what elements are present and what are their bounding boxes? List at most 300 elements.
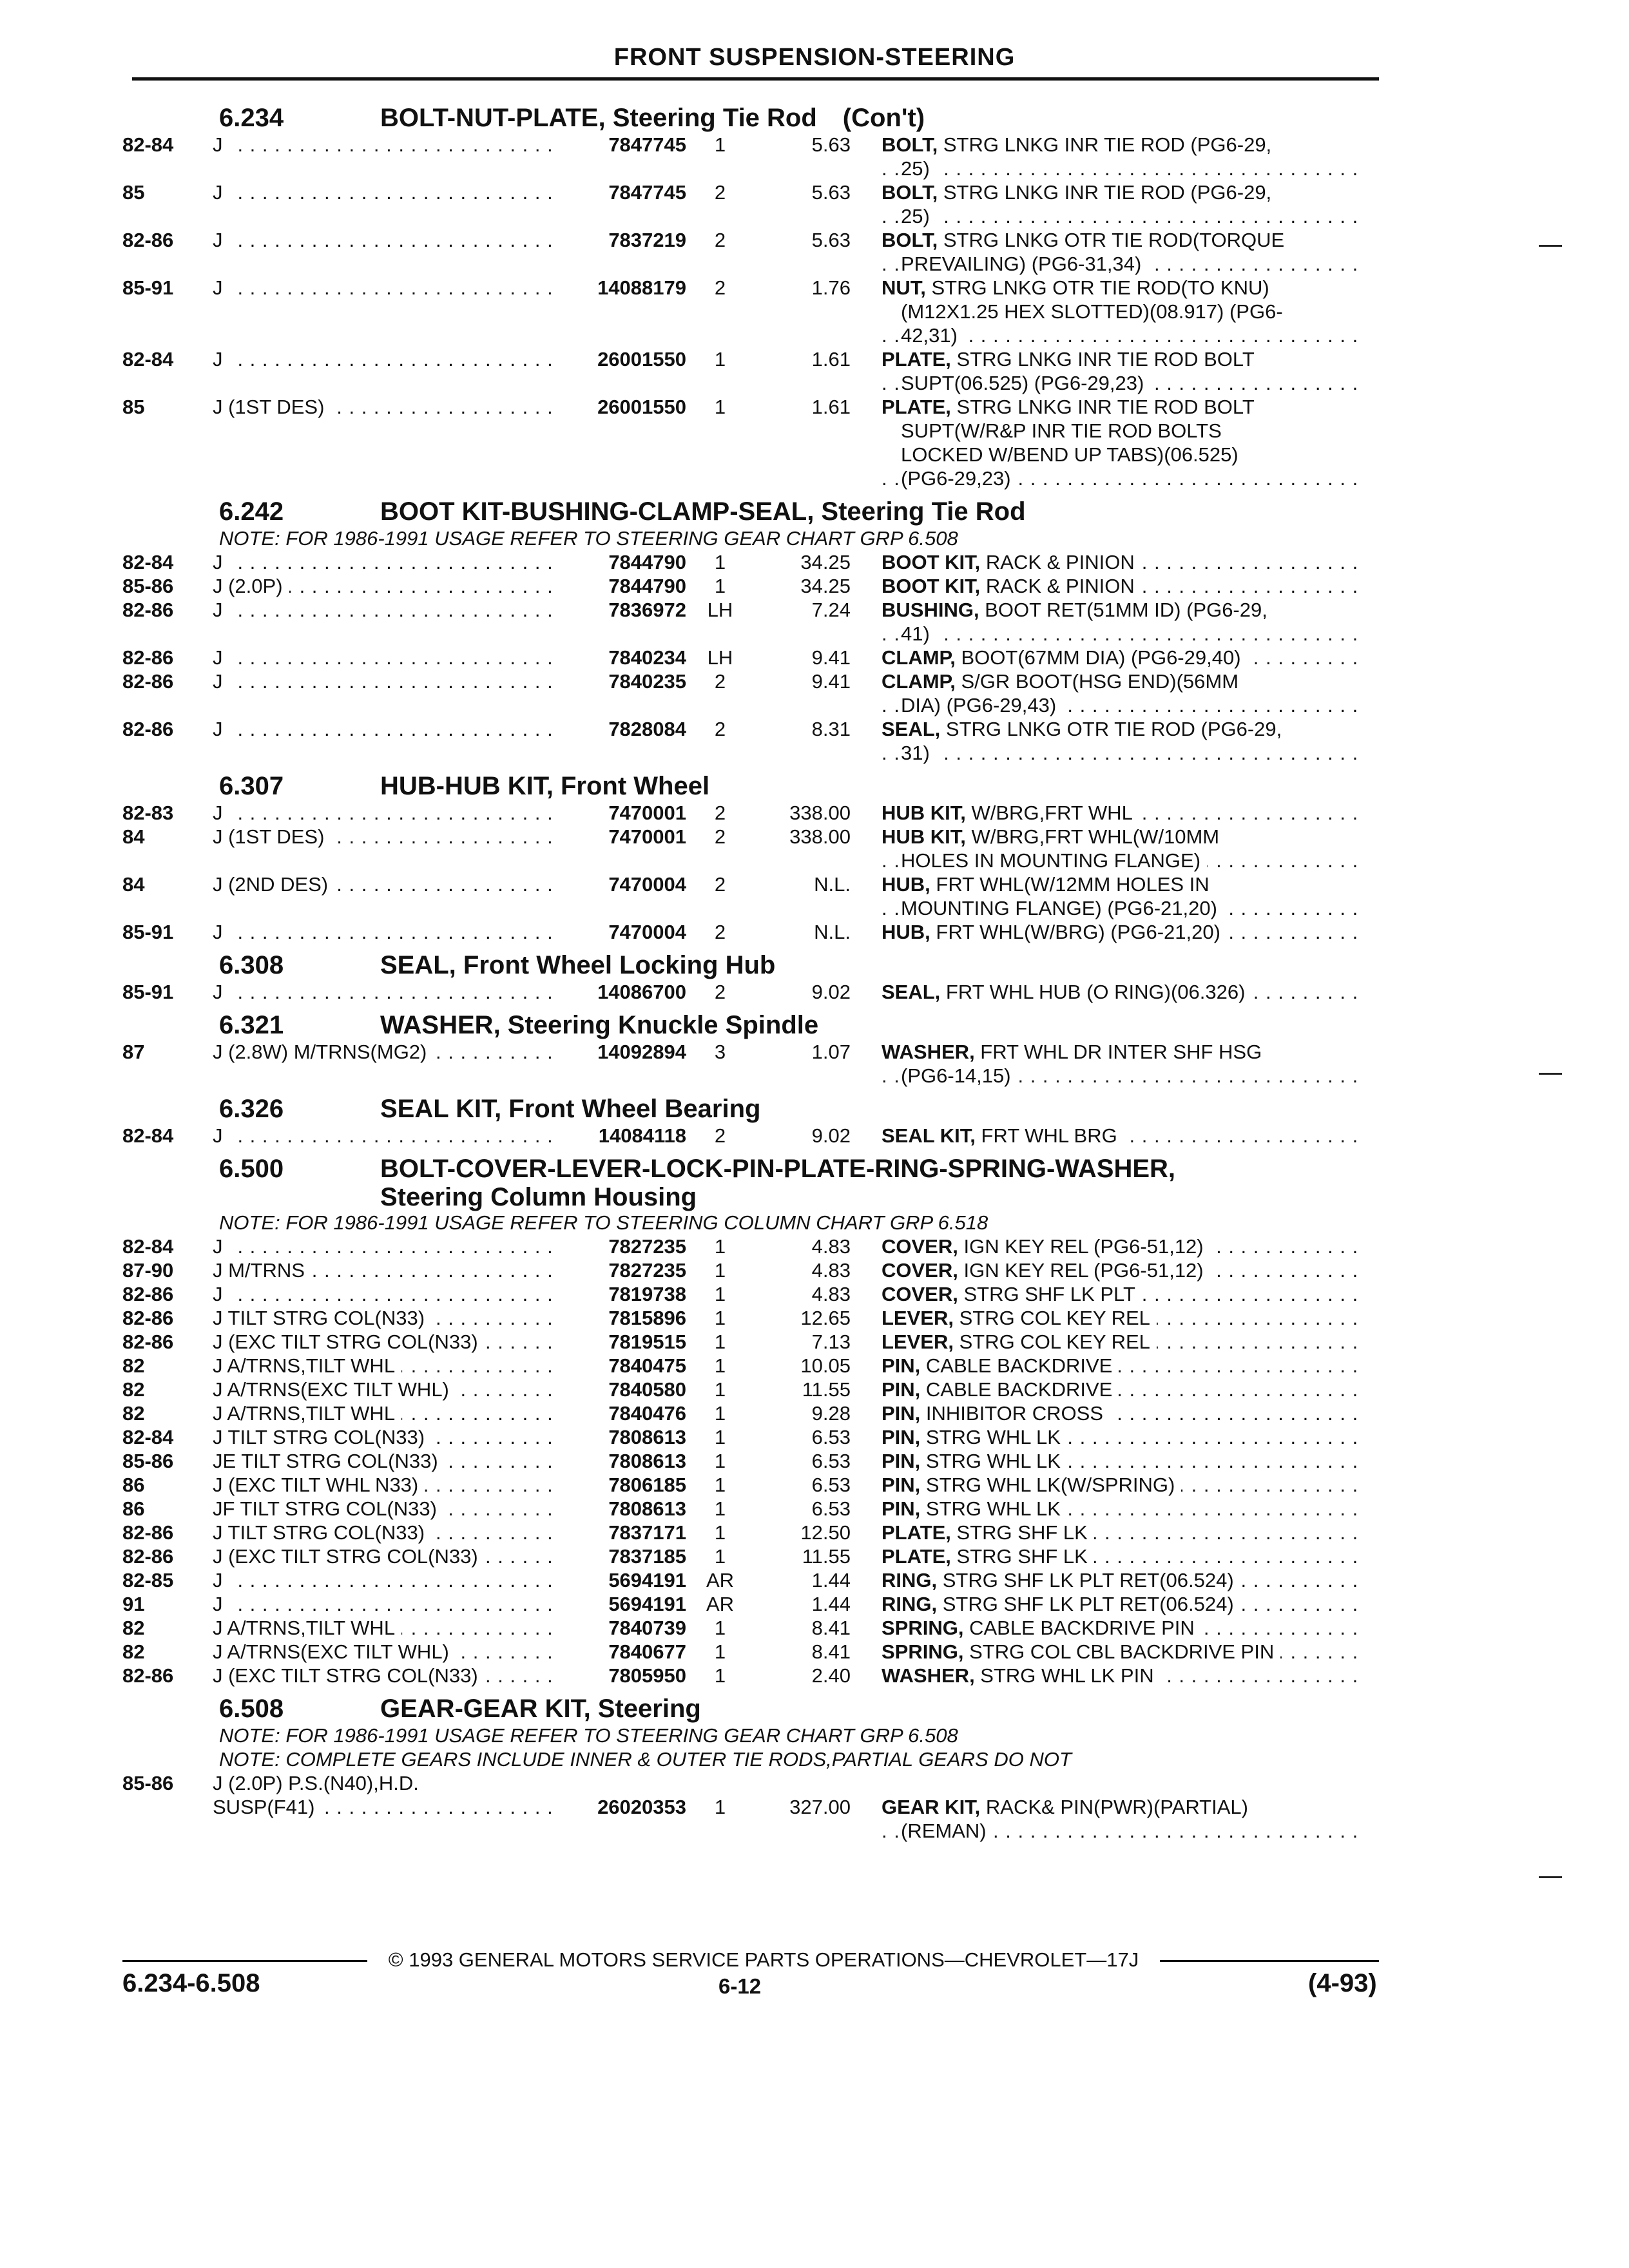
- part-detail: FRT WHL DR INTER SHF HSG: [974, 1041, 1262, 1063]
- part-row: [122, 1544, 1398, 1568]
- description-text: [882, 1354, 1119, 1377]
- description-text: [882, 1041, 1268, 1063]
- part-detail: STRG SHF LK PLT: [958, 1283, 1135, 1305]
- model-years: 87-90: [122, 1259, 174, 1282]
- usage-cell: [213, 920, 554, 944]
- usage-cell: [213, 1449, 554, 1473]
- part-number: 7844790: [608, 551, 686, 573]
- price: 6.53: [811, 1426, 851, 1448]
- part-number: 7836972: [608, 599, 686, 621]
- part-number: 14086700: [597, 981, 686, 1003]
- part-detail: STRG WHL LK(W/SPRING): [920, 1474, 1175, 1496]
- group-heading: [122, 771, 1398, 801]
- part-detail: W/BRG,FRT WHL: [965, 802, 1133, 824]
- part-row: [122, 1401, 1398, 1425]
- description-line: [882, 1124, 1365, 1148]
- usage-cell: [213, 1124, 554, 1148]
- group-heading: [122, 103, 1398, 133]
- usage-text: J (2.8W) M/TRNS(MG2): [213, 1041, 433, 1063]
- price: 1.76: [811, 276, 851, 299]
- part-row: [122, 133, 1398, 180]
- part-row: [122, 1124, 1398, 1148]
- part-row: [122, 228, 1398, 276]
- model-years: 84: [122, 825, 145, 848]
- part-detail: HOLES IN MOUNTING FLANGE): [901, 849, 1201, 872]
- price: 1.07: [811, 1041, 851, 1063]
- description-text: [882, 873, 1216, 896]
- description: [882, 1640, 1365, 1664]
- quantity: 1: [714, 1331, 726, 1353]
- description-line: [882, 849, 1365, 872]
- usage-text: J (2ND DES): [213, 873, 334, 896]
- part-name: COVER,: [882, 1259, 958, 1282]
- description: [882, 228, 1365, 276]
- part-row: [122, 395, 1398, 490]
- quantity: 1: [714, 396, 726, 418]
- part-row: [122, 872, 1398, 920]
- description: [882, 1521, 1365, 1544]
- model-years: 82: [122, 1378, 145, 1401]
- description-line: [882, 896, 1365, 920]
- description: [882, 980, 1365, 1004]
- usage-text: J: [213, 276, 229, 299]
- part-number: 7840677: [608, 1640, 686, 1663]
- part-detail: STRG LNKG OTR TIE ROD(TO KNU): [925, 276, 1269, 299]
- price: 6.53: [811, 1450, 851, 1472]
- model-years: 82-86: [122, 670, 174, 693]
- part-detail: 41): [901, 622, 930, 645]
- usage-cell: [213, 180, 554, 204]
- part-number: 7837171: [608, 1521, 686, 1544]
- group-number: 6.242: [219, 497, 284, 526]
- description-line: [882, 204, 1365, 228]
- description-text: [882, 1474, 1181, 1496]
- description-line: [882, 1282, 1365, 1306]
- part-detail: (PG6-29,23): [901, 467, 1011, 490]
- part-detail: S/GR BOOT(HSG END)(56MM: [955, 670, 1239, 693]
- part-detail: CABLE BACKDRIVE PIN: [963, 1617, 1195, 1639]
- description: [882, 1473, 1365, 1497]
- part-number: 7470004: [608, 921, 686, 943]
- usage-cell: [213, 550, 554, 574]
- part-row: [122, 1640, 1398, 1664]
- price: 5.63: [811, 181, 851, 204]
- parts-list: [122, 97, 1398, 1843]
- description-line: [882, 622, 1365, 646]
- description-line: [882, 574, 1365, 598]
- model-years: 85-86: [122, 575, 174, 597]
- group-title: BOOT KIT-BUSHING-CLAMP-SEAL, Steering Tie Rod: [380, 497, 1026, 526]
- description: [882, 347, 1365, 395]
- description-text: [882, 1450, 1067, 1472]
- description: [882, 1497, 1365, 1521]
- description: [882, 1282, 1365, 1306]
- footer-page-number: 6-12: [718, 1974, 762, 1998]
- description: [882, 180, 1365, 228]
- quantity: 1: [714, 1259, 726, 1282]
- usage-cell: [213, 1771, 554, 1795]
- quantity: AR: [706, 1569, 735, 1591]
- description-line: [882, 419, 1365, 443]
- description-line: [882, 980, 1365, 1004]
- part-row: [122, 1378, 1398, 1401]
- part-row: [122, 1306, 1398, 1330]
- part-name: HUB KIT,: [882, 825, 966, 848]
- description-text: [882, 1402, 1110, 1425]
- quantity: AR: [706, 1593, 735, 1615]
- part-name: CLAMP,: [882, 670, 956, 693]
- part-name: PIN,: [882, 1497, 921, 1520]
- usage-cell: [213, 1401, 554, 1425]
- usage-text: J: [213, 981, 229, 1003]
- description: [882, 1258, 1365, 1282]
- part-number: 7840739: [608, 1617, 686, 1639]
- description-text: [882, 1521, 1094, 1544]
- description-line: [882, 1664, 1365, 1687]
- description: [882, 1354, 1365, 1378]
- usage-note: NOTE: FOR 1986-1991 USAGE REFER TO STEERING GEAR CHART GRP 6.508: [219, 527, 958, 550]
- part-number: 14088179: [597, 276, 686, 299]
- part-detail: INHIBITOR CROSS: [920, 1402, 1103, 1425]
- model-years: 82-86: [122, 1283, 174, 1305]
- model-years: 82-84: [122, 1426, 174, 1448]
- description: [882, 1306, 1365, 1330]
- price: 5.63: [811, 133, 851, 156]
- usage-note: NOTE: FOR 1986-1991 USAGE REFER TO STEERING COLUMN CHART GRP 6.518: [219, 1211, 988, 1234]
- group-heading: [122, 950, 1398, 980]
- usage-text: J A/TRNS(EXC TILT WHL): [213, 1378, 456, 1401]
- part-detail: 42,31): [901, 324, 958, 347]
- description-line: [882, 252, 1365, 276]
- usage-text: J (EXC TILT STRG COL(N33): [213, 1664, 485, 1687]
- quantity: 2: [714, 802, 726, 824]
- price: 1.61: [811, 396, 851, 418]
- usage-cell: [213, 1040, 554, 1064]
- description-text: [882, 921, 1227, 943]
- part-row: [122, 1449, 1398, 1473]
- usage-cell: [213, 1330, 554, 1354]
- part-name: SEAL KIT,: [882, 1124, 976, 1147]
- price: 6.53: [811, 1497, 851, 1520]
- description-text: [882, 1307, 1157, 1329]
- description: [882, 801, 1365, 825]
- price: 1.44: [811, 1593, 851, 1615]
- model-years: 85-91: [122, 981, 174, 1003]
- usage-cell: [213, 1282, 554, 1306]
- usage-cell: [213, 669, 554, 693]
- part-detail: DIA) (PG6-29,43): [901, 694, 1057, 716]
- part-row: [122, 1235, 1398, 1258]
- footer-copyright: © 1993 GENERAL MOTORS SERVICE PARTS OPERATIONS—CHEVROLET—17J: [367, 1948, 1160, 1972]
- model-years: 82-86: [122, 1521, 174, 1544]
- description: [882, 276, 1365, 347]
- quantity: 1: [714, 551, 726, 573]
- usage-text: J: [213, 802, 229, 824]
- price: 10.05: [800, 1354, 851, 1377]
- usage-note: NOTE: COMPLETE GEARS INCLUDE INNER & OUTER TIE RODS,PARTIAL GEARS DO NOT: [219, 1748, 1072, 1771]
- description-text: [882, 396, 1261, 418]
- part-number: 7840235: [608, 670, 686, 693]
- description-line: [882, 1449, 1365, 1473]
- part-number: 7840475: [608, 1354, 686, 1377]
- part-row: [122, 920, 1398, 944]
- price: 6.53: [811, 1474, 851, 1496]
- description-text: [882, 551, 1141, 573]
- part-name: HUB,: [882, 873, 930, 896]
- description: [882, 1795, 1365, 1843]
- usage-text: J: [213, 181, 229, 204]
- usage-cell: [213, 133, 554, 157]
- description-line: [882, 395, 1365, 419]
- part-row: [122, 980, 1398, 1004]
- description-line: [882, 801, 1365, 825]
- price: 9.41: [811, 646, 851, 669]
- part-name: SEAL,: [882, 718, 941, 740]
- usage-text: SUSP(F41): [213, 1796, 321, 1818]
- part-detail: STRG COL KEY REL: [953, 1331, 1150, 1353]
- part-row: [122, 825, 1398, 872]
- description-line: [882, 1330, 1365, 1354]
- part-number: 7847745: [608, 133, 686, 156]
- usage-text: J TILT STRG COL(N33): [213, 1307, 431, 1329]
- description-line: [882, 550, 1365, 574]
- usage-cell: [213, 395, 554, 419]
- description-line: [882, 1616, 1365, 1640]
- quantity: 1: [714, 1545, 726, 1568]
- group-heading: [122, 1010, 1398, 1040]
- usage-cell: [213, 1258, 554, 1282]
- part-detail: FRT WHL(W/12MM HOLES IN: [930, 873, 1210, 896]
- group-title: BOLT-COVER-LEVER-LOCK-PIN-PLATE-RING-SPRING-WASHER,: [380, 1155, 1176, 1183]
- quantity: 1: [714, 1521, 726, 1544]
- part-row: [122, 1592, 1398, 1616]
- model-years: 82-86: [122, 1307, 174, 1329]
- quantity: 1: [714, 1354, 726, 1377]
- usage-cell: [213, 1795, 554, 1819]
- part-detail: STRG COL CBL BACKDRIVE PIN: [963, 1640, 1275, 1663]
- group-title: WASHER, Steering Knuckle Spindle: [380, 1011, 819, 1039]
- description-text: [882, 825, 1226, 848]
- usage-text: J: [213, 551, 229, 573]
- model-years: 82-85: [122, 1569, 174, 1591]
- price: 8.41: [811, 1617, 851, 1639]
- usage-cell: [213, 1592, 554, 1616]
- part-detail: STRG LNKG INR TIE ROD BOLT: [950, 348, 1255, 370]
- description-text: [882, 575, 1141, 597]
- part-number: 7815896: [608, 1307, 686, 1329]
- usage-text: J A/TRNS,TILT WHL: [213, 1617, 401, 1639]
- part-detail: CABLE BACKDRIVE: [920, 1378, 1113, 1401]
- price: 327.00: [789, 1796, 851, 1818]
- price: 11.55: [802, 1545, 851, 1568]
- description-text: [882, 1283, 1142, 1305]
- part-row: [122, 717, 1398, 765]
- part-row: [122, 347, 1398, 395]
- description-text: [901, 622, 936, 645]
- description-text: [901, 467, 1017, 490]
- usage-text: J: [213, 921, 229, 943]
- description-text: [882, 229, 1291, 251]
- part-detail: STRG LNKG OTR TIE ROD(TORQUE: [938, 229, 1285, 251]
- price: 8.41: [811, 1640, 851, 1663]
- usage-text: J M/TRNS: [213, 1259, 311, 1282]
- quantity: 1: [714, 1283, 726, 1305]
- quantity: 2: [714, 670, 726, 693]
- price: 9.02: [811, 1124, 851, 1147]
- part-detail: 25): [901, 157, 930, 180]
- group-heading: [122, 1154, 1398, 1184]
- description-line: [882, 323, 1365, 347]
- part-name: PIN,: [882, 1450, 921, 1472]
- usage-text: J: [213, 348, 229, 370]
- description-text: [882, 1796, 1255, 1818]
- part-number: 7805950: [608, 1664, 686, 1687]
- part-detail: STRG WHL LK: [920, 1497, 1061, 1520]
- part-name: BOOT KIT,: [882, 575, 981, 597]
- part-detail: MOUNTING FLANGE) (PG6-21,20): [901, 897, 1217, 919]
- price: 11.55: [802, 1378, 851, 1401]
- price: 338.00: [789, 825, 851, 848]
- part-number: 7808613: [608, 1497, 686, 1520]
- description-line: [882, 1544, 1365, 1568]
- model-years: 85: [122, 396, 145, 418]
- part-name: COVER,: [882, 1235, 958, 1258]
- part-name: PLATE,: [882, 396, 951, 418]
- description-line: [882, 133, 1365, 157]
- description-line: [882, 466, 1365, 490]
- price: 4.83: [811, 1283, 851, 1305]
- group-number: 6.500: [219, 1155, 284, 1183]
- usage-text: J: [213, 599, 229, 621]
- model-years: 85-91: [122, 921, 174, 943]
- quantity: 2: [714, 981, 726, 1003]
- part-detail: STRG WHL LK: [920, 1426, 1061, 1448]
- description-text: [901, 419, 1228, 442]
- model-years: 82-83: [122, 802, 174, 824]
- price: 4.83: [811, 1235, 851, 1258]
- part-number: 7847745: [608, 181, 686, 204]
- model-years: 91: [122, 1593, 145, 1615]
- description-text: [882, 802, 1139, 824]
- description: [882, 1401, 1365, 1425]
- model-years: 85: [122, 181, 145, 204]
- description: [882, 598, 1365, 646]
- part-row: [122, 598, 1398, 646]
- description-line: [882, 1258, 1365, 1282]
- part-detail: (PG6-14,15): [901, 1064, 1011, 1087]
- price: N.L.: [814, 921, 851, 943]
- quantity: 2: [714, 873, 726, 896]
- quantity: 1: [714, 1796, 726, 1818]
- part-name: PLATE,: [882, 348, 951, 370]
- usage-text: J TILT STRG COL(N33): [213, 1521, 431, 1544]
- description-text: [882, 1569, 1240, 1591]
- description-line: [882, 717, 1365, 741]
- price: 1.61: [811, 348, 851, 370]
- part-number: 5694191: [608, 1569, 686, 1591]
- description: [882, 574, 1365, 598]
- usage-cell: [213, 1378, 554, 1401]
- part-number: 7819515: [608, 1331, 686, 1353]
- usage-text: J: [213, 1235, 229, 1258]
- part-row: [122, 1354, 1398, 1378]
- footer-date: (4-93): [1308, 1969, 1377, 1997]
- part-row: [122, 1664, 1398, 1687]
- usage-cell: [213, 1306, 554, 1330]
- description-line: [882, 371, 1365, 395]
- description-line: [882, 1401, 1365, 1425]
- description-text: [882, 1235, 1210, 1258]
- description-text: [901, 205, 936, 227]
- usage-text: JE TILT STRG COL(N33): [213, 1450, 445, 1472]
- part-detail: RACK & PINION: [980, 551, 1135, 573]
- part-row: [122, 1771, 1398, 1795]
- model-years: 82-86: [122, 229, 174, 251]
- description-text: [882, 1331, 1157, 1353]
- group-title: HUB-HUB KIT, Front Wheel: [380, 772, 710, 800]
- model-years: 82: [122, 1354, 145, 1377]
- part-name: PIN,: [882, 1354, 921, 1377]
- description-text: [882, 1378, 1119, 1401]
- quantity: 1: [714, 1450, 726, 1472]
- model-years: 87: [122, 1041, 145, 1063]
- group-number: 6.234: [219, 104, 284, 132]
- part-row: [122, 574, 1398, 598]
- usage-note: NOTE: FOR 1986-1991 USAGE REFER TO STEERING GEAR CHART GRP 6.508: [219, 1724, 958, 1747]
- description-text: [882, 133, 1278, 156]
- part-detail: FRT WHL HUB (O RING)(06.326): [940, 981, 1246, 1003]
- description-line: [882, 1592, 1365, 1616]
- description-line: [882, 1819, 1365, 1843]
- model-years: 82-84: [122, 1124, 174, 1147]
- part-row: [122, 1330, 1398, 1354]
- part-name: LEVER,: [882, 1307, 954, 1329]
- description: [882, 1592, 1365, 1616]
- quantity: 1: [714, 1426, 726, 1448]
- description-text: [901, 324, 964, 347]
- description-line: [882, 157, 1365, 180]
- part-number: 7827235: [608, 1259, 686, 1282]
- part-name: BOLT,: [882, 229, 938, 251]
- usage-cell: [213, 717, 554, 741]
- part-row: [122, 1040, 1398, 1088]
- group-heading: [122, 1094, 1398, 1124]
- quantity: 1: [714, 575, 726, 597]
- description-line: [882, 300, 1365, 323]
- description-text: [882, 1664, 1161, 1687]
- usage-text: J: [213, 718, 229, 740]
- part-number: 7840580: [608, 1378, 686, 1401]
- model-years: 85-86: [122, 1450, 174, 1472]
- group-title: SEAL KIT, Front Wheel Bearing: [380, 1095, 761, 1123]
- usage-text: J (EXC TILT WHL N33): [213, 1474, 425, 1496]
- description-line: [882, 669, 1365, 693]
- price: 338.00: [789, 802, 851, 824]
- usage-text: J TILT STRG COL(N33): [213, 1426, 431, 1448]
- part-detail: 25): [901, 205, 930, 227]
- part-detail: IGN KEY REL (PG6-51,12): [958, 1235, 1204, 1258]
- model-years: 82-84: [122, 348, 174, 370]
- part-detail: SUPT(06.525) (PG6-29,23): [901, 372, 1144, 394]
- part-detail: IGN KEY REL (PG6-51,12): [958, 1259, 1204, 1282]
- part-detail: BOOT(67MM DIA) (PG6-29,40): [955, 646, 1241, 669]
- price: 8.31: [811, 718, 851, 740]
- quantity: 1: [714, 1497, 726, 1520]
- part-name: BOLT,: [882, 133, 938, 156]
- description-text: [882, 670, 1245, 693]
- part-detail: FRT WHL BRG: [975, 1124, 1117, 1147]
- group-number: 6.307: [219, 772, 284, 800]
